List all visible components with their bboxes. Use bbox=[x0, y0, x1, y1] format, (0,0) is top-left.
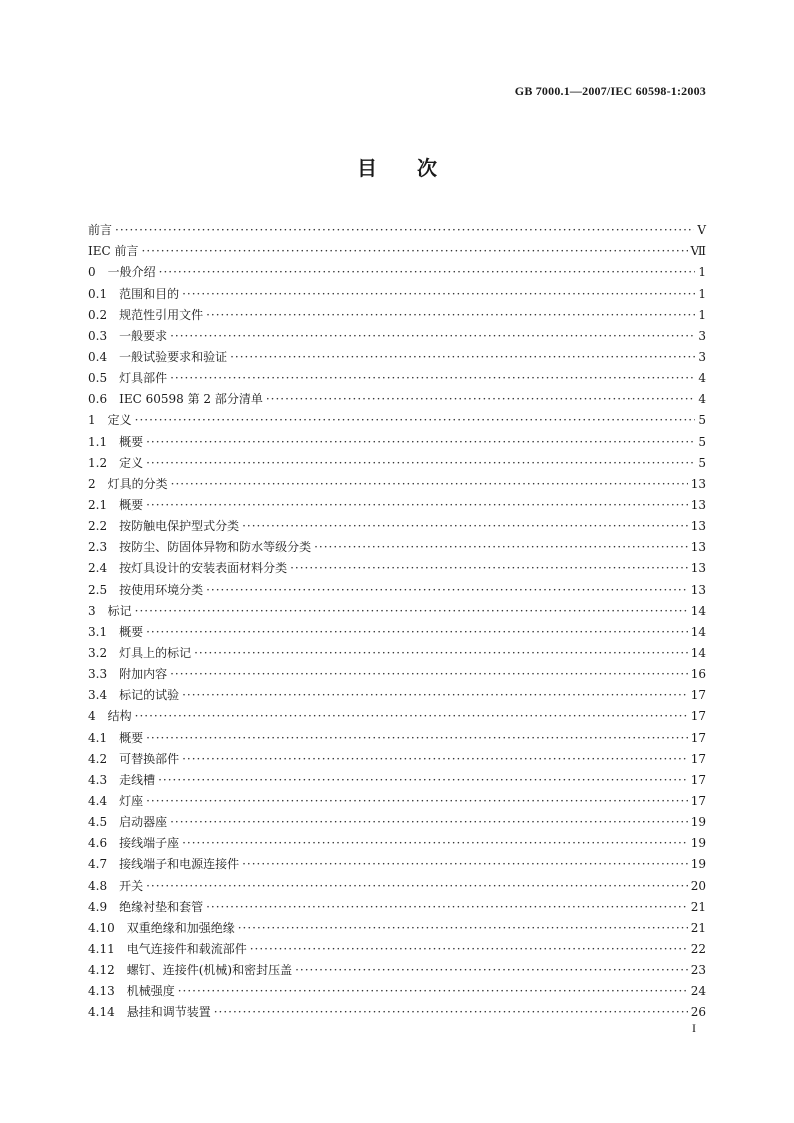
toc-leader-dots bbox=[146, 876, 688, 897]
toc-leader-dots bbox=[146, 432, 695, 453]
toc-leader-dots bbox=[214, 1002, 688, 1023]
toc-entry-label: 4.9 绝缘衬垫和套管 bbox=[88, 899, 204, 914]
toc-entry-page: 13 bbox=[690, 561, 706, 576]
toc-entry-page: 13 bbox=[690, 476, 706, 491]
toc-entry-label: 4.8 开关 bbox=[88, 878, 144, 893]
toc-entry-page: 14 bbox=[690, 645, 706, 660]
toc-entry-page: 22 bbox=[690, 941, 706, 956]
toc-entry[interactable] bbox=[88, 770, 706, 791]
toc-leader-dots bbox=[170, 664, 688, 685]
toc-leader-dots bbox=[206, 580, 688, 601]
toc-entry[interactable] bbox=[88, 368, 706, 389]
toc-entry-label: 前言 bbox=[88, 223, 113, 238]
toc-entry-page: 5 bbox=[698, 413, 706, 428]
toc-entry-label: 2.2 按防触电保护型式分类 bbox=[88, 519, 240, 534]
toc-leader-dots bbox=[242, 516, 688, 537]
page-number: I bbox=[692, 1021, 696, 1035]
toc-entry-label: 0.3 一般要求 bbox=[88, 328, 168, 343]
standard-number-header: GB 7000.1—2007/IEC 60598-1:2003 bbox=[514, 84, 706, 98]
toc-entry-label: 4.3 走线槽 bbox=[88, 772, 156, 787]
toc-entry-label: 4.14 悬挂和调节装置 bbox=[88, 1005, 211, 1020]
toc-entry-label: 0 一般介绍 bbox=[88, 265, 156, 280]
toc-leader-dots bbox=[146, 622, 688, 643]
toc-entry-page: 17 bbox=[690, 709, 706, 724]
toc-entry[interactable] bbox=[88, 854, 706, 875]
toc-entry-page: 17 bbox=[690, 772, 706, 787]
toc-entry[interactable] bbox=[88, 283, 706, 304]
toc-entry-page: 3 bbox=[698, 328, 706, 343]
toc-entry-label: 4.6 接线端子座 bbox=[88, 836, 180, 851]
toc-entry[interactable] bbox=[88, 875, 706, 896]
toc-entry-page: 4 bbox=[698, 371, 706, 386]
toc-leader-dots bbox=[178, 981, 688, 1002]
toc-entry-page: 17 bbox=[690, 793, 706, 808]
toc-entry-label: 2.4 按灯具设计的安装表面材料分类 bbox=[88, 561, 288, 576]
toc-entry[interactable] bbox=[88, 601, 706, 622]
toc-entry-label: 2.3 按防尘、防固体异物和防水等级分类 bbox=[88, 540, 312, 555]
toc-leader-dots bbox=[135, 601, 688, 622]
toc-entry[interactable] bbox=[88, 749, 706, 770]
toc-entry[interactable] bbox=[88, 305, 706, 326]
toc-leader-dots bbox=[182, 284, 695, 305]
toc-entry-label: 0.1 范围和目的 bbox=[88, 286, 180, 301]
toc-entry-label: 0.6 IEC 60598 第 2 部分清单 bbox=[88, 392, 263, 407]
toc-entry-label: 3.3 附加内容 bbox=[88, 667, 168, 682]
toc-leader-dots bbox=[314, 537, 688, 558]
toc-leader-dots bbox=[115, 220, 694, 241]
toc-entry-page: 1 bbox=[698, 265, 706, 280]
toc-entry[interactable] bbox=[88, 833, 706, 854]
toc-entry-label: 4.5 启动器座 bbox=[88, 815, 168, 830]
table-of-contents bbox=[88, 220, 706, 1023]
toc-leader-dots bbox=[290, 558, 688, 579]
toc-entry-page: 21 bbox=[690, 899, 706, 914]
toc-leader-dots bbox=[158, 770, 688, 791]
toc-entry[interactable] bbox=[88, 643, 706, 664]
toc-entry-page: V bbox=[697, 223, 706, 238]
toc-entry-label: 2 灯具的分类 bbox=[88, 476, 168, 491]
toc-entry-label: 1.2 定义 bbox=[88, 455, 144, 470]
toc-entry[interactable] bbox=[88, 791, 706, 812]
toc-entry-label: 4.10 双重绝缘和加强绝缘 bbox=[88, 920, 235, 935]
toc-leader-dots bbox=[206, 305, 695, 326]
toc-entry[interactable] bbox=[88, 347, 706, 368]
toc-leader-dots bbox=[135, 706, 688, 727]
toc-entry-label: IEC 前言 bbox=[88, 244, 139, 259]
toc-entry[interactable] bbox=[88, 389, 706, 410]
toc-entry-page: 1 bbox=[698, 307, 706, 322]
toc-entry[interactable] bbox=[88, 474, 706, 495]
toc-entry-page: 14 bbox=[690, 603, 706, 618]
toc-entry-page: 17 bbox=[690, 751, 706, 766]
toc-leader-dots bbox=[135, 410, 695, 431]
toc-entry-label: 3.2 灯具上的标记 bbox=[88, 645, 192, 660]
toc-leader-dots bbox=[266, 389, 695, 410]
toc-entry[interactable] bbox=[88, 727, 706, 748]
toc-entry-label: 4.11 电气连接件和载流部件 bbox=[88, 941, 247, 956]
toc-entry-page: 5 bbox=[698, 434, 706, 449]
toc-entry-page: 3 bbox=[698, 349, 706, 364]
toc-entry[interactable] bbox=[88, 981, 706, 1002]
toc-entry[interactable] bbox=[88, 410, 706, 431]
toc-entry[interactable] bbox=[88, 579, 706, 600]
toc-entry-label: 2.5 按使用环境分类 bbox=[88, 582, 204, 597]
toc-entry[interactable] bbox=[88, 622, 706, 643]
toc-leader-dots bbox=[170, 368, 695, 389]
toc-leader-dots bbox=[171, 474, 688, 495]
toc-leader-dots bbox=[182, 749, 688, 770]
toc-entry-page: 26 bbox=[690, 1005, 706, 1020]
toc-entry-page: 5 bbox=[698, 455, 706, 470]
toc-entry[interactable] bbox=[88, 897, 706, 918]
toc-leader-dots bbox=[159, 262, 695, 283]
toc-entry[interactable] bbox=[88, 685, 706, 706]
toc-leader-dots bbox=[146, 495, 688, 516]
toc-entry-label: 4.4 灯座 bbox=[88, 793, 144, 808]
toc-entry-page: 19 bbox=[690, 857, 706, 872]
page-title: 目次 bbox=[357, 156, 477, 180]
toc-entry-label: 0.4 一般试验要求和验证 bbox=[88, 349, 228, 364]
toc-entry-label: 3 标记 bbox=[88, 603, 132, 618]
toc-leader-dots bbox=[242, 854, 688, 875]
toc-entry[interactable] bbox=[88, 537, 706, 558]
toc-leader-dots bbox=[250, 939, 688, 960]
toc-entry-page: 13 bbox=[690, 582, 706, 597]
toc-entry-label: 1 定义 bbox=[88, 413, 132, 428]
toc-leader-dots bbox=[238, 918, 688, 939]
toc-entry-label: 0.5 灯具部件 bbox=[88, 371, 168, 386]
toc-entry[interactable] bbox=[88, 664, 706, 685]
toc-entry-label: 4.2 可替换部件 bbox=[88, 751, 180, 766]
toc-entry-label: 3.4 标记的试验 bbox=[88, 688, 180, 703]
toc-entry[interactable] bbox=[88, 918, 706, 939]
toc-entry-label: 4.7 接线端子和电源连接件 bbox=[88, 857, 240, 872]
toc-entry[interactable] bbox=[88, 495, 706, 516]
toc-entry-page: 4 bbox=[698, 392, 706, 407]
toc-leader-dots bbox=[295, 960, 688, 981]
toc-entry[interactable] bbox=[88, 812, 706, 833]
toc-entry[interactable] bbox=[88, 960, 706, 981]
toc-leader-dots bbox=[194, 643, 688, 664]
toc-entry[interactable] bbox=[88, 558, 706, 579]
toc-entry-label: 4.1 概要 bbox=[88, 730, 144, 745]
toc-entry[interactable] bbox=[88, 326, 706, 347]
toc-entry-page: 20 bbox=[690, 878, 706, 893]
toc-entry-label: 3.1 概要 bbox=[88, 624, 144, 639]
toc-entry-page: 13 bbox=[690, 540, 706, 555]
toc-leader-dots bbox=[206, 897, 688, 918]
toc-entry-page: 21 bbox=[690, 920, 706, 935]
toc-entry-label: 4.12 螺钉、连接件(机械)和密封压盖 bbox=[88, 963, 293, 978]
toc-entry-label: 4 结构 bbox=[88, 709, 132, 724]
toc-leader-dots bbox=[146, 453, 695, 474]
toc-leader-dots bbox=[142, 241, 688, 262]
toc-entry-page: 19 bbox=[690, 836, 706, 851]
toc-entry-page: 16 bbox=[690, 667, 706, 682]
toc-entry-label: 0.2 规范性引用文件 bbox=[88, 307, 204, 322]
toc-entry[interactable] bbox=[88, 431, 706, 452]
toc-entry[interactable] bbox=[88, 220, 706, 241]
toc-entry[interactable] bbox=[88, 241, 706, 262]
toc-leader-dots bbox=[182, 685, 688, 706]
toc-leader-dots bbox=[230, 347, 695, 368]
toc-entry-page: 13 bbox=[690, 497, 706, 512]
toc-entry-page: 17 bbox=[690, 688, 706, 703]
toc-entry[interactable] bbox=[88, 516, 706, 537]
toc-entry[interactable] bbox=[88, 262, 706, 283]
toc-leader-dots bbox=[182, 833, 688, 854]
toc-leader-dots bbox=[170, 812, 688, 833]
toc-entry[interactable] bbox=[88, 706, 706, 727]
toc-entry-page: 17 bbox=[690, 730, 706, 745]
toc-entry-page: 24 bbox=[690, 984, 706, 999]
toc-entry-label: 1.1 概要 bbox=[88, 434, 144, 449]
toc-entry-page: 19 bbox=[690, 815, 706, 830]
toc-entry[interactable] bbox=[88, 939, 706, 960]
toc-entry-page: 14 bbox=[690, 624, 706, 639]
toc-entry-label: 2.1 概要 bbox=[88, 497, 144, 512]
toc-entry-page: 1 bbox=[698, 286, 706, 301]
toc-leader-dots bbox=[146, 791, 688, 812]
toc-entry-label: 4.13 机械强度 bbox=[88, 984, 175, 999]
toc-entry-page: Ⅶ bbox=[690, 244, 706, 259]
toc-entry[interactable] bbox=[88, 1002, 706, 1023]
toc-entry-page: 13 bbox=[690, 519, 706, 534]
toc-leader-dots bbox=[146, 728, 688, 749]
toc-leader-dots bbox=[170, 326, 695, 347]
toc-entry[interactable] bbox=[88, 453, 706, 474]
toc-entry-page: 23 bbox=[690, 963, 706, 978]
